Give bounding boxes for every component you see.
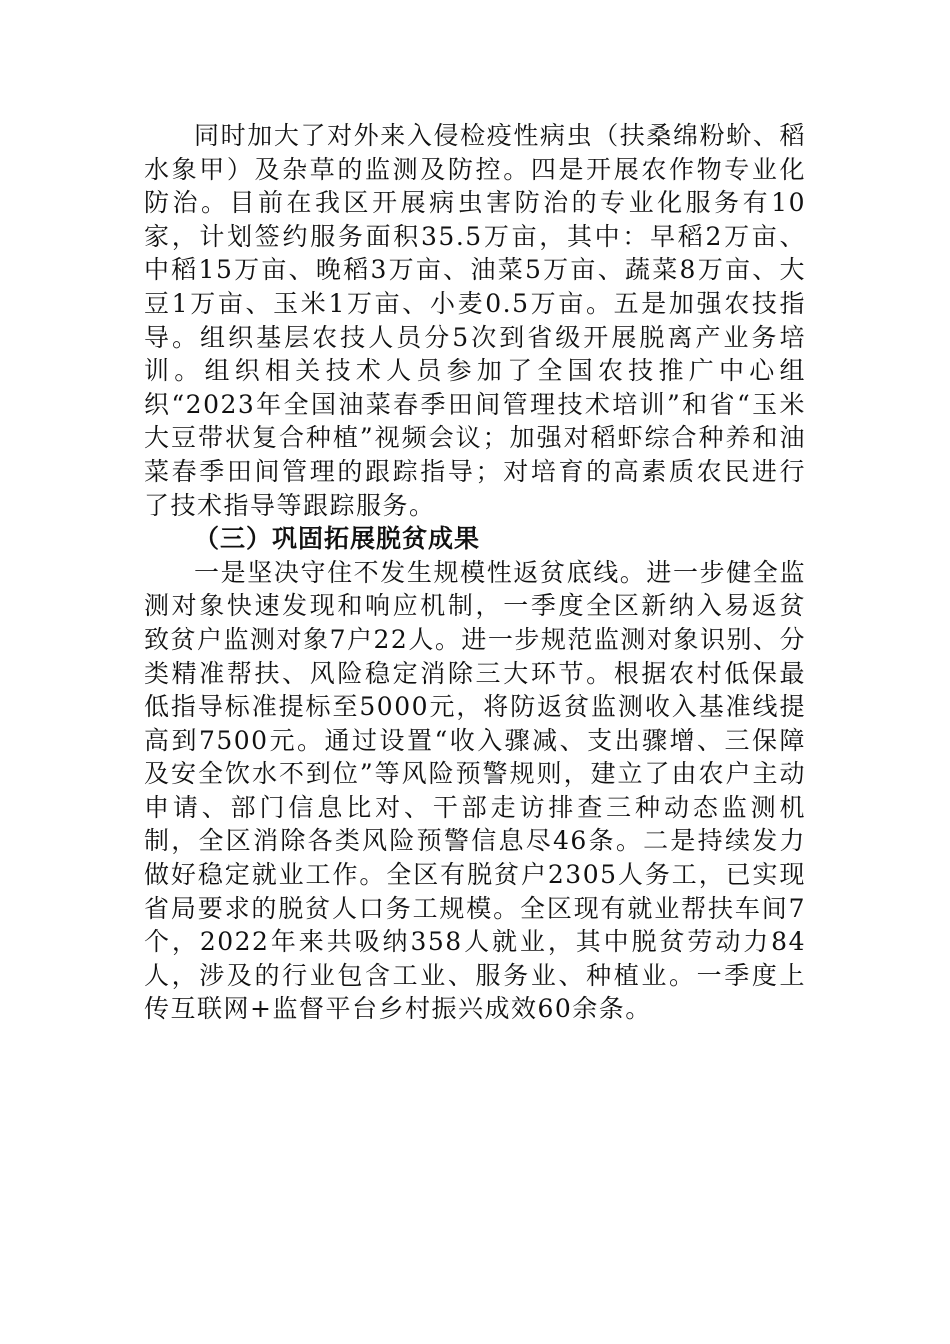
section-heading: （三）巩固拓展脱贫成果: [194, 524, 481, 554]
paragraph-intro: 同时加大了对外来入侵检疫性病虫（扶桑绵粉蚧、稻水象甲）及杂草的监测及防控。四是开展农作物专业化防治。目前在我区开展病虫害防治的专业化服务有10家，计划签约服务面积35.5万亩，其中：早稻2万亩、中稻15万亩、晚稻3万亩、油菜5万亩、蔬菜8万亩、大豆1万亩、玉米1万亩、小麦0.5万亩。五是加强农技指导。组织基层农技人员分5次到省级开展脱离产业务培训。组织相关技术人员参加了全国农技推广中心组织“2023年全国油菜春季田间管理技术培训”和省“玉米大豆带状复合种植”视频会议；加强对稻虾综合种养和油菜春季田间管理的跟踪指导；对培育的高素质农民进行了技术指导等跟踪服务。: [144, 121, 806, 520]
document-body: [144, 119, 806, 1026]
paragraph-section-body: 一是坚决守住不发生规模性返贫底线。进一步健全监测对象快速发现和响应机制，一季度全区新纳入易返贫致贫户监测对象7户22人。进一步规范监测对象识别、分类精准帮扶、风险稳定消除三大环节。根据农村低保最低指导标准提标至5000元，将防返贫监测收入基准线提高到7500元。通过设置“收入骤减、支出骤增、三保障及安全饮水不到位”等风险预警规则，建立了由农户主动申请、部门信息比对、干部走访排查三种动态监测机制，全区消除各类风险预警信息尽46条。二是持续发力做好稳定就业工作。全区有脱贫户2305人务工，已实现省局要求的脱贫人口务工规模。全区现有就业帮扶车间7个，2022年来共吸纳358人就业，其中脱贫劳动力84人，涉及的行业包含工业、服务业、种植业。一季度上传互联网+监督平台乡村振兴成效60余条。: [144, 557, 806, 1024]
